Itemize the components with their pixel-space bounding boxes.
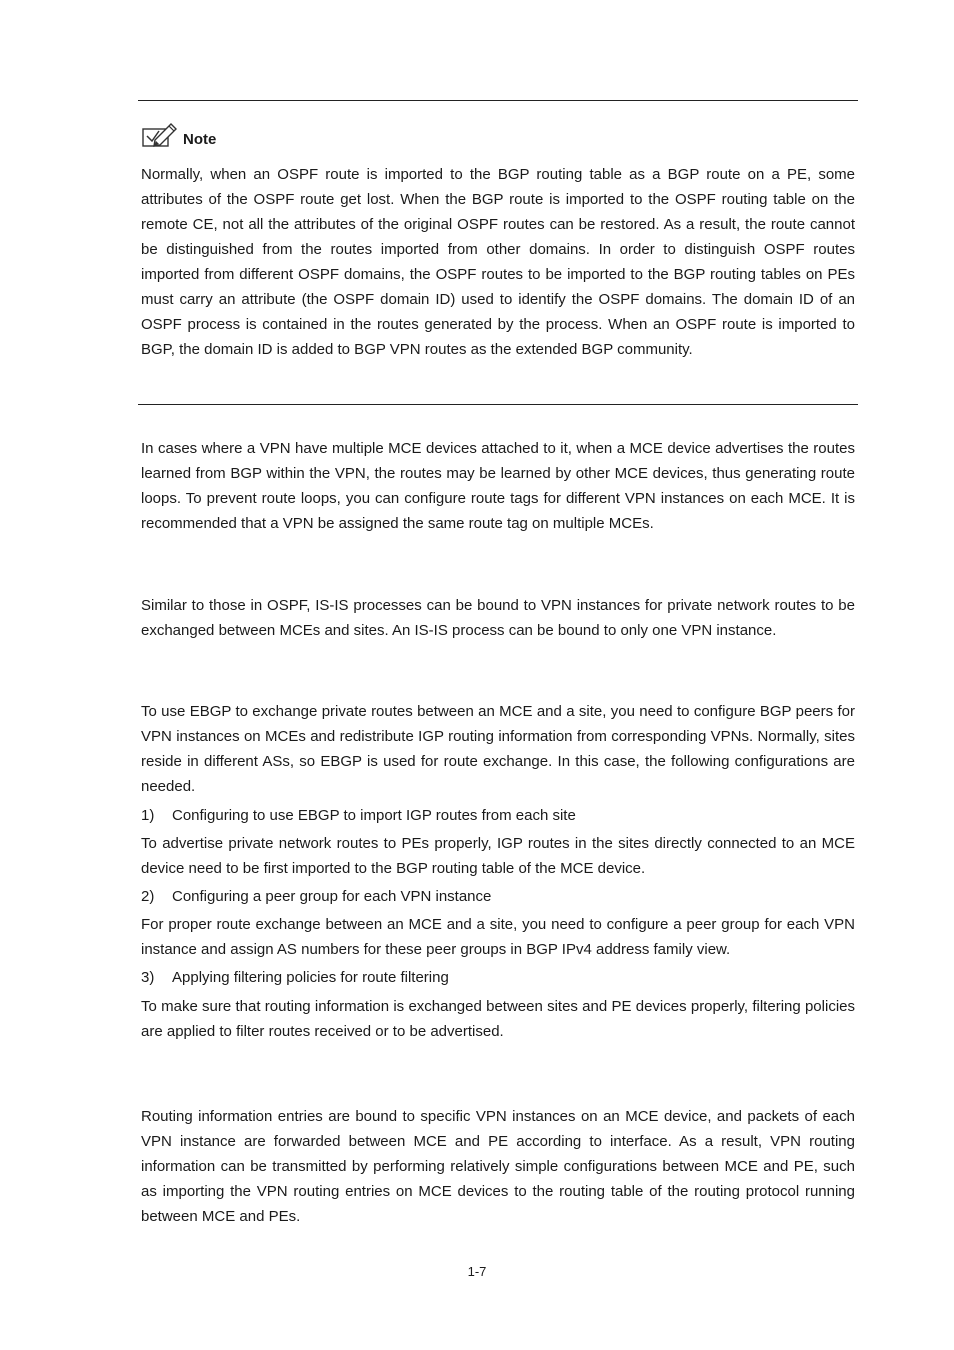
step-title: Configuring to use EBGP to import IGP routes from each site bbox=[172, 807, 576, 824]
step-1-description: To advertise private network routes to PEs properly, IGP routes in the sites directly connected to an MCE device need to be first imported to the BGP routing table of the MCE device. bbox=[141, 835, 855, 877]
routing-info-paragraph: Routing information entries are bound to specific VPN instances on an MCE device, and packets of each VPN instance are forwarded between MCE and PE according to interface. As a result, VPN routing information can be transmitted by performing relatively simple configurations between MCE and PE, such as importing the VPN routing entries on MCE devices to the routing table of the routing protocol running between MCE and PEs. bbox=[141, 1108, 855, 1225]
route-tags-paragraph: In cases where a VPN have multiple MCE devices attached to it, when a MCE device advertises the routes learned from BGP within the VPN, the routes may be learned by other MCE devices, thus generating route loops. To prevent route loops, you can configure route tags for different VPN instances on each MCE. It is recommended that a VPN be assigned the same route tag on multiple MCEs. bbox=[141, 440, 855, 532]
note-top-divider bbox=[138, 100, 858, 101]
note-header bbox=[141, 120, 216, 150]
step-2-description: For proper route exchange between an MCE and a site, you need to configure a peer group for each VPN instance and assign AS numbers for these peer groups in BGP IPv4 address family view. bbox=[141, 916, 855, 958]
step-number: 1) bbox=[141, 807, 155, 824]
step-title: Configuring a peer group for each VPN instance bbox=[172, 888, 492, 905]
step-number: 3) bbox=[141, 969, 155, 986]
isis-paragraph: Similar to those in OSPF, IS-IS processes can be bound to VPN instances for private network routes to be exchanged between MCEs and sites. An IS-IS process can be bound to only one VPN instance. bbox=[141, 597, 855, 639]
note-bottom-divider bbox=[138, 404, 858, 405]
step-2-title bbox=[141, 884, 855, 909]
page-number: 1-7 bbox=[467, 1264, 487, 1279]
step-title: Applying filtering policies for route filtering bbox=[172, 969, 449, 986]
note-pencil-icon bbox=[141, 120, 179, 150]
step-3-title bbox=[141, 965, 855, 990]
note-text: Normally, when an OSPF route is imported to the BGP routing table as a BGP route on a PE, some attributes of the OSPF route get lost. When the BGP route is imported to the OSPF routing table on the remote CE, not all the attributes of the original OSPF routes can be restored. As a result, the route cannot be distinguished from the routes imported from other domains. In order to distinguish OSPF routes imported from different OSPF domains, the OSPF routes to be imported to the BGP routing tables on PEs must carry an attribute (the OSPF domain ID) used to identify the OSPF domains. The domain ID of an OSPF process is contained in the routes generated by the process. When an OSPF route is imported to BGP, the domain ID is added to BGP VPN routes as the extended BGP community. bbox=[141, 166, 855, 358]
step-number: 2) bbox=[141, 888, 155, 905]
step-3-description: To make sure that routing information is exchanged between sites and PE devices properly, filtering policies are applied to filter routes received or to be advertised. bbox=[141, 998, 855, 1040]
note-label: Note bbox=[183, 131, 217, 148]
ebgp-paragraph: To use EBGP to exchange private routes between an MCE and a site, you need to configure BGP peers for VPN instances on MCEs and redistribute IGP routing information from corresponding VPNs. Normally, sites reside in different ASs, so EBGP is used for route exchange. In this case, the following configurations are needed. bbox=[141, 703, 855, 795]
step-1-title bbox=[141, 803, 855, 828]
